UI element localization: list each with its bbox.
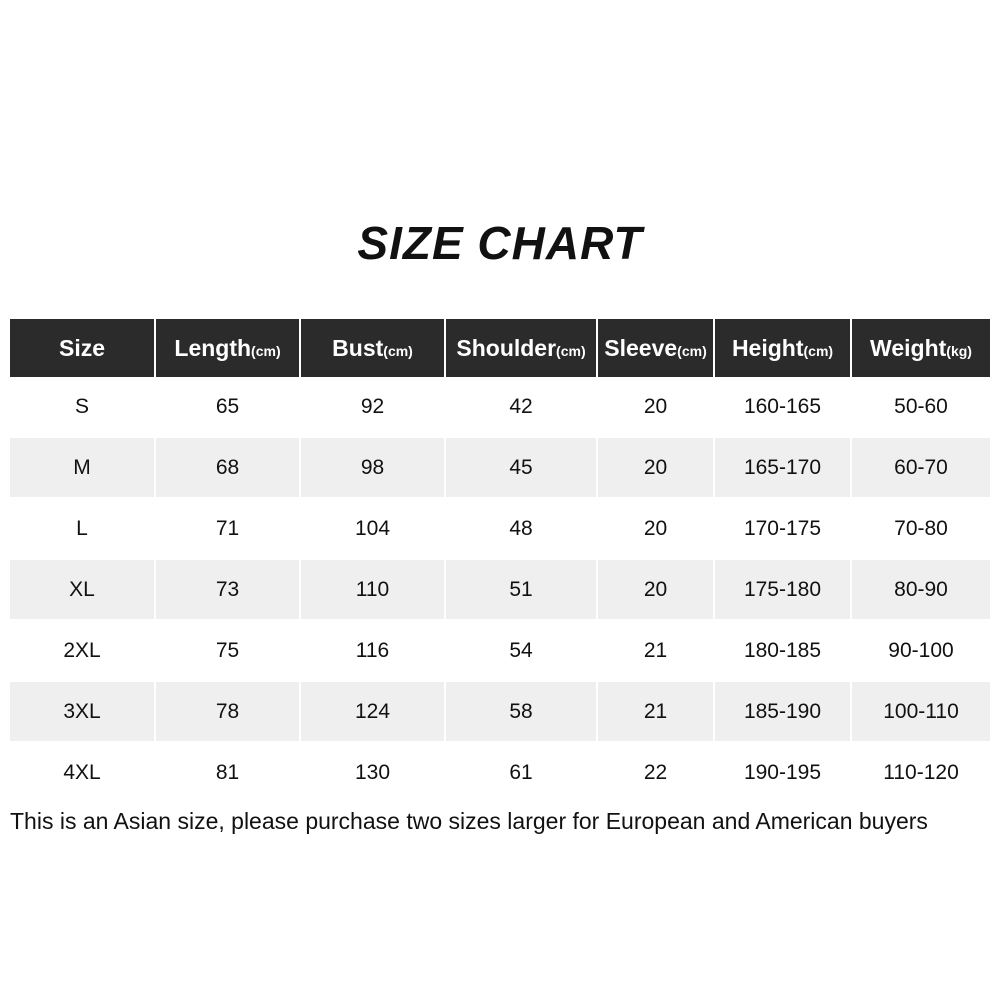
table-cell-sleeve: 22 [597, 742, 714, 802]
table-cell-shoulder: 61 [445, 742, 597, 802]
table-cell-height: 160-165 [714, 377, 851, 437]
table-cell-height: 175-180 [714, 559, 851, 620]
table-cell-size: M [10, 437, 155, 498]
table-cell-sleeve: 20 [597, 437, 714, 498]
table-cell-weight: 80-90 [851, 559, 990, 620]
column-header-label: Length [174, 334, 252, 361]
table-row [10, 559, 990, 620]
column-header-bust [300, 319, 445, 377]
table-cell-size: 4XL [10, 742, 155, 802]
table-cell-size: 3XL [10, 681, 155, 742]
table-cell-bust: 92 [300, 377, 445, 437]
table-cell-weight: 60-70 [851, 437, 990, 498]
table-cell-length: 71 [155, 498, 300, 559]
table-cell-sleeve: 21 [597, 620, 714, 681]
sizing-note: This is an Asian size, please purchase two sizes larger for European and American buyers [10, 808, 928, 834]
column-header-unit: (cm) [803, 342, 834, 359]
column-header-unit: (cm) [251, 342, 281, 359]
table-cell-size: 2XL [10, 620, 155, 681]
table-cell-shoulder: 51 [445, 559, 597, 620]
table-cell-height: 165-170 [714, 437, 851, 498]
column-header-label: Sleeve [604, 334, 678, 361]
table-cell-length: 81 [155, 742, 300, 802]
table-cell-length: 73 [155, 559, 300, 620]
table-row [10, 498, 990, 559]
table-cell-shoulder: 42 [445, 377, 597, 437]
table-cell-bust: 116 [300, 620, 445, 681]
table-cell-shoulder: 45 [445, 437, 597, 498]
table-cell-weight: 70-80 [851, 498, 990, 559]
column-header-label: Bust [332, 334, 384, 361]
table-header [10, 319, 990, 377]
table-cell-length: 78 [155, 681, 300, 742]
table-row [10, 377, 990, 437]
column-header-label: Weight [870, 334, 947, 361]
column-header-unit: (cm) [383, 342, 413, 359]
table-cell-length: 68 [155, 437, 300, 498]
table-row [10, 620, 990, 681]
table-cell-shoulder: 48 [445, 498, 597, 559]
table-cell-bust: 98 [300, 437, 445, 498]
table-cell-bust: 124 [300, 681, 445, 742]
table-cell-sleeve: 20 [597, 559, 714, 620]
size-chart-table-container [10, 319, 990, 802]
table-cell-size: S [10, 377, 155, 437]
column-header-weight [851, 319, 990, 377]
table-cell-height: 180-185 [714, 620, 851, 681]
table-cell-weight: 110-120 [851, 742, 990, 802]
column-header-unit: (cm) [556, 342, 586, 359]
table-cell-height: 170-175 [714, 498, 851, 559]
table-cell-length: 75 [155, 620, 300, 681]
table-body [10, 377, 990, 802]
size-chart-table [10, 319, 990, 802]
column-header-length [155, 319, 300, 377]
table-row [10, 437, 990, 498]
table-header-row [10, 319, 990, 377]
page-title: SIZE CHART [357, 217, 643, 269]
table-cell-sleeve: 21 [597, 681, 714, 742]
table-cell-sleeve: 20 [597, 498, 714, 559]
column-header-height [714, 319, 851, 377]
column-header-label: Shoulder [456, 334, 557, 361]
table-cell-bust: 130 [300, 742, 445, 802]
column-header-label: Height [731, 334, 804, 361]
table-cell-bust: 110 [300, 559, 445, 620]
table-cell-size: XL [10, 559, 155, 620]
column-header-label: Size [58, 334, 106, 361]
table-cell-height: 190-195 [714, 742, 851, 802]
table-row [10, 742, 990, 802]
table-row [10, 681, 990, 742]
table-cell-height: 185-190 [714, 681, 851, 742]
table-cell-shoulder: 58 [445, 681, 597, 742]
table-cell-shoulder: 54 [445, 620, 597, 681]
table-cell-size: L [10, 498, 155, 559]
table-cell-length: 65 [155, 377, 300, 437]
table-cell-weight: 100-110 [851, 681, 990, 742]
table-cell-bust: 104 [300, 498, 445, 559]
column-header-size [10, 319, 155, 377]
column-header-shoulder [445, 319, 597, 377]
table-cell-sleeve: 20 [597, 377, 714, 437]
column-header-unit: (kg) [946, 342, 972, 359]
table-cell-weight: 90-100 [851, 620, 990, 681]
table-cell-weight: 50-60 [851, 377, 990, 437]
column-header-unit: (cm) [677, 342, 707, 359]
column-header-sleeve [597, 319, 714, 377]
